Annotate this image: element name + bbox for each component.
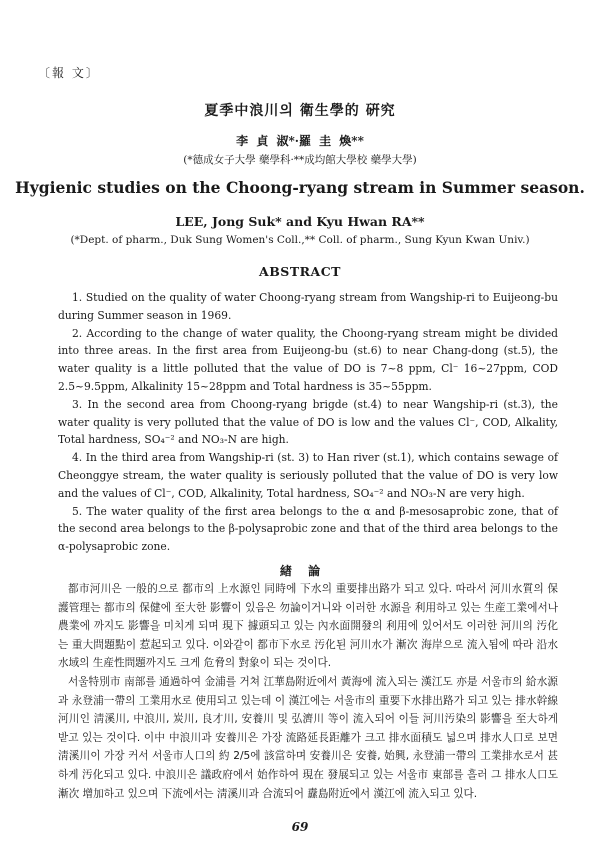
english-affiliation: (*Dept. of pharm., Duk Sung Women's Coll.,** Coll. of pharm., Sung Kyun Kwan Univ.) [70,234,530,246]
abstract-body [58,289,558,556]
english-authors: LEE, Jong Suk* and Kyu Hwan RA** [175,214,425,229]
section-tag: 〔報 文〕 [38,66,100,80]
korean-authors: 李 貞 淑*·羅 圭 煥** [236,134,364,148]
abstract-paragraph: 1. Studied on the quality of water Choong-ryang stream from Wangship-ri to Euijeong-bu during Summer season in 1969. [58,291,558,322]
introduction-body [58,580,558,803]
abstract-heading: ABSTRACT [259,264,341,279]
abstract-paragraph: 3. In the second area from Choong-ryang brigde (st.4) to near Wangship-ri (st.3), the water quality is very polluted that the value of DO is low and the values Cl⁻, COD, Alkality, Total hardness, SO₄⁻² and NO₃-N are high. [58,397,558,447]
abstract-paragraph: 4. In the third area from Wangship-ri (st. 3) to Han river (st.1), which contains sewage of Cheonggye stream, the water quality is seriously polluted that the value of DO is very low and the values of Cl⁻, COD, Alkalinity, Total hardness, SO₄⁻² and NO₃-N are very high. [58,451,558,500]
korean-affiliation: (*德成女子大學 藥學科·**成均館大學校 藥學大學) [183,154,417,166]
abstract-paragraph: 2. According to the change of water quality, the Choong-ryang stream might be divided into three areas. In the first area from Euijeong-bu (st.6) to near Chang-dong (st.5), the water quality is a little polluted that the value of DO is 7~8 ppm, Cl⁻ 16~27ppm, COD 2.5~9.5ppm, Alkalinity 15~28ppm and Total hardness is 35~55ppm. [58,326,558,393]
korean-title: 夏季中浪川의 衛生學的 硏究 [204,103,396,119]
introduction-paragraph: 都市河川은 一般的으로 都市의 上水源인 同時에 下水의 重要排出路가 되고 있다. 따라서 河川水質의 保護管理는 都市의 保健에 至大한 影響이 있음은 勿論이거니와 이러한 水源을 利用하고 있는 生産工業에서나 農業에 까지도 影響을 미치게 되며 現下 據頭되고 있는 內水面開發의 利用에 있어서도 이러한 河川의 汚化는 重大問題點이 惹起되고 있다. 이와같이 都市下水로 汚化된 河川水가 漸次 海岸으로 流入됨에 따라 沿水水域의 生産性問題까지도 크게 危脅의 對象이 되는 것이다. [58,583,558,670]
abstract-paragraph: 5. The water quality of the first area belongs to the α and β-mesosaprobic zone, that of the second area belongs to the β-polysaprobic zone and that of the third area belongs to the α-polysaprobic zone. [58,504,558,554]
page-number: 69 [291,820,309,834]
introduction-paragraph: 서울特別市 南部를 通過하여 金浦를 거쳐 江華島附近에서 黃海에 流入되는 漢江도 亦是 서울市의 給水源과 永登浦一帶의 工業用水로 使用되고 있는데 이 漢江에는 서울市의 重要下水排出路가 되고 있는 排水幹線河川인 淸溪川, 中浪川, 炭川, 良才川, 安養川 및 弘濟川 等이 流入되어 이들 河川汚染의 影響을 至大하게 받고 있는 것이다. 이中 中浪川과 安養川은 가장 流路延長距離가 크고 排水面積도 넓으며 排水人口로 보면 淸溪川이 가장 커서 서울市人口의 約 2/5에 該當하며 安養川은 安養, 始興, 永登浦一帶의 工業排水로서 甚하게 汚化되고 있다. 中浪川은 議政府에서 始作하여 現在 發展되고 있는 서울市 東部를 흘러 그 排水人口도 漸次 增加하고 있으며 下流에서는 淸溪川과 合流되어 纛島附近에서 漢江에 流入되고 있다. [58,675,558,800]
english-title: Hygienic studies on the Choong-ryang stream in Summer season. [15,178,585,197]
introduction-heading: 緖 論 [279,564,321,578]
